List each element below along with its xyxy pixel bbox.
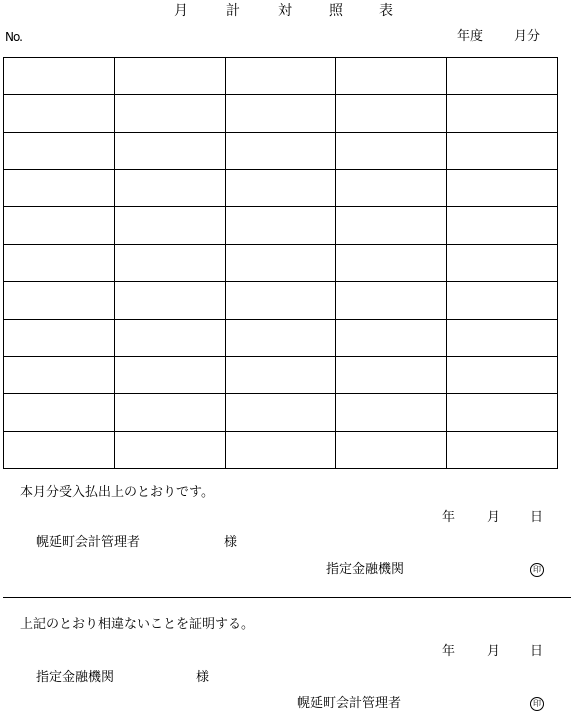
table-cell[interactable] [447, 207, 558, 244]
date-day-label: 日 [530, 644, 544, 659]
table-cell[interactable] [225, 95, 336, 132]
title-char: 表 [379, 3, 393, 19]
table-cell[interactable] [114, 132, 225, 169]
section-divider [3, 597, 571, 598]
table-row [4, 319, 558, 356]
table-cell[interactable] [447, 132, 558, 169]
table-cell[interactable] [336, 356, 447, 393]
table-cell[interactable] [4, 282, 115, 319]
addressee-treasurer: 幌延町会計管理者 [36, 535, 141, 550]
issuer-treasurer: 幌延町会計管理者 [297, 696, 402, 711]
table-cell[interactable] [336, 207, 447, 244]
table-row [4, 170, 558, 207]
title-char: 対 [278, 3, 292, 19]
table-row [4, 282, 558, 319]
fiscal-year-label: 年度 [457, 29, 484, 44]
honorific: 様 [224, 535, 238, 550]
table-row [4, 431, 558, 468]
table-cell[interactable] [114, 431, 225, 468]
title-char: 計 [226, 3, 240, 19]
table-cell[interactable] [4, 244, 115, 281]
table-cell[interactable] [225, 356, 336, 393]
table-cell[interactable] [225, 58, 336, 95]
table-cell[interactable] [114, 170, 225, 207]
table-cell[interactable] [336, 244, 447, 281]
title-char: 月 [174, 3, 188, 19]
table-cell[interactable] [114, 356, 225, 393]
table-cell[interactable] [447, 95, 558, 132]
honorific: 様 [196, 670, 210, 685]
table-row [4, 58, 558, 95]
table-cell[interactable] [114, 394, 225, 431]
date-day-label: 日 [530, 510, 544, 525]
table-cell[interactable] [114, 282, 225, 319]
table-cell[interactable] [447, 170, 558, 207]
table-row [4, 95, 558, 132]
table-cell[interactable] [4, 394, 115, 431]
table-cell[interactable] [336, 319, 447, 356]
table-cell[interactable] [4, 170, 115, 207]
table-cell[interactable] [447, 58, 558, 95]
table-cell[interactable] [4, 431, 115, 468]
table-cell[interactable] [114, 319, 225, 356]
table-cell[interactable] [447, 356, 558, 393]
number-label: No. [5, 30, 22, 44]
table-cell[interactable] [114, 244, 225, 281]
table-cell[interactable] [225, 244, 336, 281]
table-cell[interactable] [114, 95, 225, 132]
date-year-label: 年 [442, 644, 456, 659]
table-cell[interactable] [336, 394, 447, 431]
table-cell[interactable] [225, 207, 336, 244]
table-cell[interactable] [225, 132, 336, 169]
month-portion-label: 月分 [514, 29, 541, 44]
table-cell[interactable] [114, 207, 225, 244]
table-cell[interactable] [336, 431, 447, 468]
table-cell[interactable] [4, 319, 115, 356]
receipt-statement: 本月分受入払出上のとおりです。 [20, 485, 214, 500]
table-cell[interactable] [4, 356, 115, 393]
table-row [4, 356, 558, 393]
date-year-label: 年 [442, 510, 456, 525]
table-cell[interactable] [336, 95, 447, 132]
table-cell[interactable] [447, 282, 558, 319]
table-row [4, 132, 558, 169]
table-cell[interactable] [447, 319, 558, 356]
seal-mark: 印 [530, 697, 544, 711]
table-cell[interactable] [447, 244, 558, 281]
document-title [0, 4, 575, 20]
table-cell[interactable] [225, 170, 336, 207]
date-month-label: 月 [487, 510, 501, 525]
table-cell[interactable] [447, 394, 558, 431]
reconciliation-table [3, 57, 558, 469]
table-cell[interactable] [4, 132, 115, 169]
table-cell[interactable] [4, 95, 115, 132]
table-cell[interactable] [4, 207, 115, 244]
table-cell[interactable] [4, 58, 115, 95]
table-row [4, 244, 558, 281]
table-cell[interactable] [225, 282, 336, 319]
date-month-label: 月 [487, 644, 501, 659]
seal-mark: 印 [530, 563, 544, 577]
table-cell[interactable] [225, 431, 336, 468]
table-row [4, 394, 558, 431]
title-char: 照 [329, 3, 343, 19]
table-cell[interactable] [225, 319, 336, 356]
table-cell[interactable] [114, 58, 225, 95]
table-cell[interactable] [447, 431, 558, 468]
table-cell[interactable] [336, 170, 447, 207]
table-cell[interactable] [336, 58, 447, 95]
table-cell[interactable] [336, 282, 447, 319]
table-cell[interactable] [225, 394, 336, 431]
table-row [4, 207, 558, 244]
issuer-bank: 指定金融機関 [326, 562, 405, 577]
addressee-bank: 指定金融機関 [36, 670, 115, 685]
certification-statement: 上記のとおり相違ないことを証明する。 [20, 617, 255, 632]
table-cell[interactable] [336, 132, 447, 169]
